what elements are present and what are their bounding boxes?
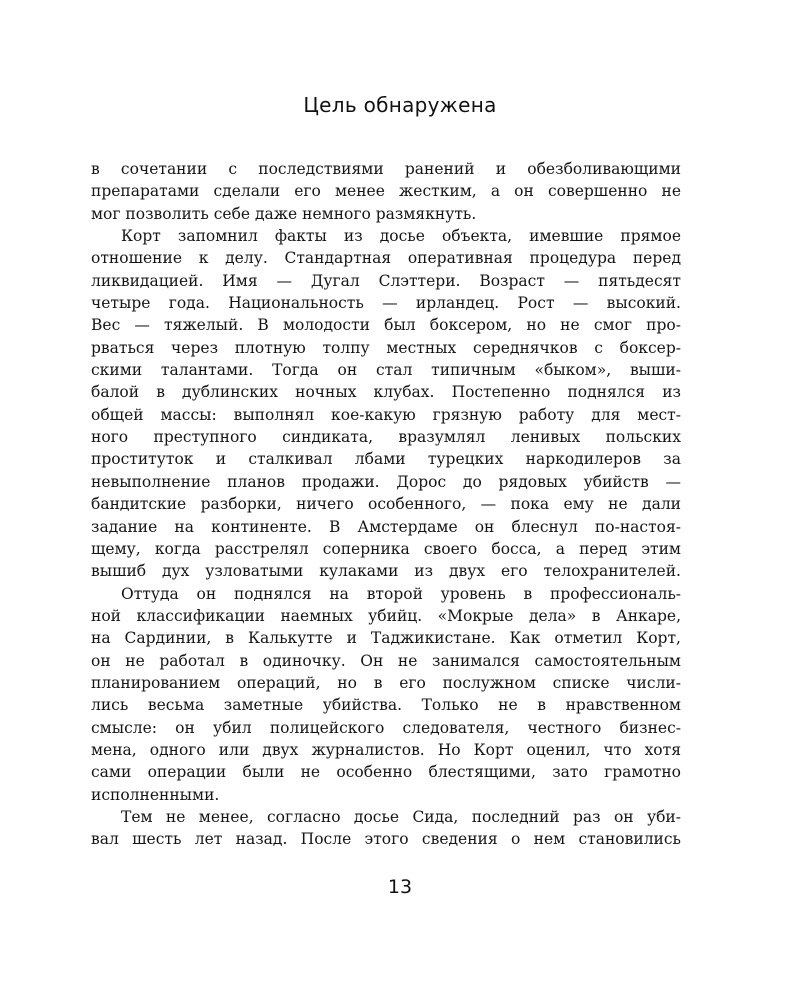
text-line: на Сардинии, в Калькутте и Таджикистане. Как отметил Корт, bbox=[91, 629, 681, 648]
text-line: Корт запомнил факты из досье объекта, имевшие прямое bbox=[121, 227, 681, 246]
text-line: смысле: он убил полицейского следователя, честного бизнес- bbox=[91, 718, 681, 737]
text-line: ного преступного синдиката, вразумлял ленивых польских bbox=[91, 428, 681, 447]
page-number: 13 bbox=[387, 876, 413, 898]
text-line: сами операции были не особенно блестящими, зато грамотно bbox=[91, 763, 681, 782]
text-line: ликвидацией. Имя — Дугал Слэттери. Возраст — пятьдесят bbox=[91, 271, 681, 290]
text-line: рваться через плотную толпу местных середнячков с боксер- bbox=[91, 338, 681, 357]
text-line: щему, когда расстрелял соперника своего босса, а перед этим bbox=[91, 539, 681, 558]
text-line: в сочетании с последствиями ранений и обезболивающими bbox=[91, 160, 681, 178]
text-line: проституток и сталкивал лбами турецких наркодилеров за bbox=[91, 450, 681, 469]
text-line: лись весьма заметные убийства. Только не в нравственном bbox=[91, 696, 681, 715]
text-line: мена, одного или двух журналистов. Но Корт оценил, что хотя bbox=[91, 740, 681, 759]
text-line: Оттуда он поднялся на второй уровень в профессиональ- bbox=[121, 584, 681, 603]
text-line: Вес — тяжелый. В молодости был боксером, но не смог про- bbox=[91, 316, 681, 335]
text-line: четыре года. Национальность — ирландец. Рост — высокий. bbox=[91, 294, 681, 313]
text-line: балой в дублинских ночных клубах. Постепенно поднялся из bbox=[91, 383, 681, 402]
text-line: невыполнение планов продажи. Дорос до рядовых убийств — bbox=[91, 472, 681, 491]
text-line: планированием операций, но в его послужном списке числи- bbox=[91, 673, 681, 692]
text-line: он не работал в одиночку. Он не занимался самостоятельным bbox=[91, 651, 681, 670]
text-line: бандитские разборки, ничего особенного, — пока ему не дали bbox=[91, 495, 681, 514]
text-line: скими талантами. Тогда он стал типичным «быком», выши- bbox=[91, 361, 681, 380]
text-line: исполненными. bbox=[91, 785, 220, 804]
text-line: вал шесть лет назад. После этого сведения о нем становились bbox=[91, 830, 681, 849]
text-line: общей массы: выполнял кое-какую грязную работу для мест- bbox=[91, 405, 681, 424]
text-line: Тем не менее, согласно досье Сида, последний раз он уби- bbox=[121, 807, 681, 826]
text-line: вышиб дух узловатыми кулаками из двух его телохранителей. bbox=[91, 562, 681, 581]
text-line: мог позволить себе даже немного размякнуть. bbox=[91, 204, 477, 223]
body-text bbox=[91, 158, 681, 851]
text-line: ной классификации наемных убийц. «Мокрые дела» в Анкаре, bbox=[91, 606, 681, 625]
text-line: препаратами сделали его менее жестким, а он совершенно не bbox=[91, 182, 681, 201]
running-head: Цель обнаружена bbox=[303, 93, 497, 117]
text-line: задание на континенте. В Амстердаме он блеснул по-настоя- bbox=[91, 517, 681, 536]
text-line: отношение к делу. Стандартная оперативная процедура перед bbox=[91, 249, 681, 268]
